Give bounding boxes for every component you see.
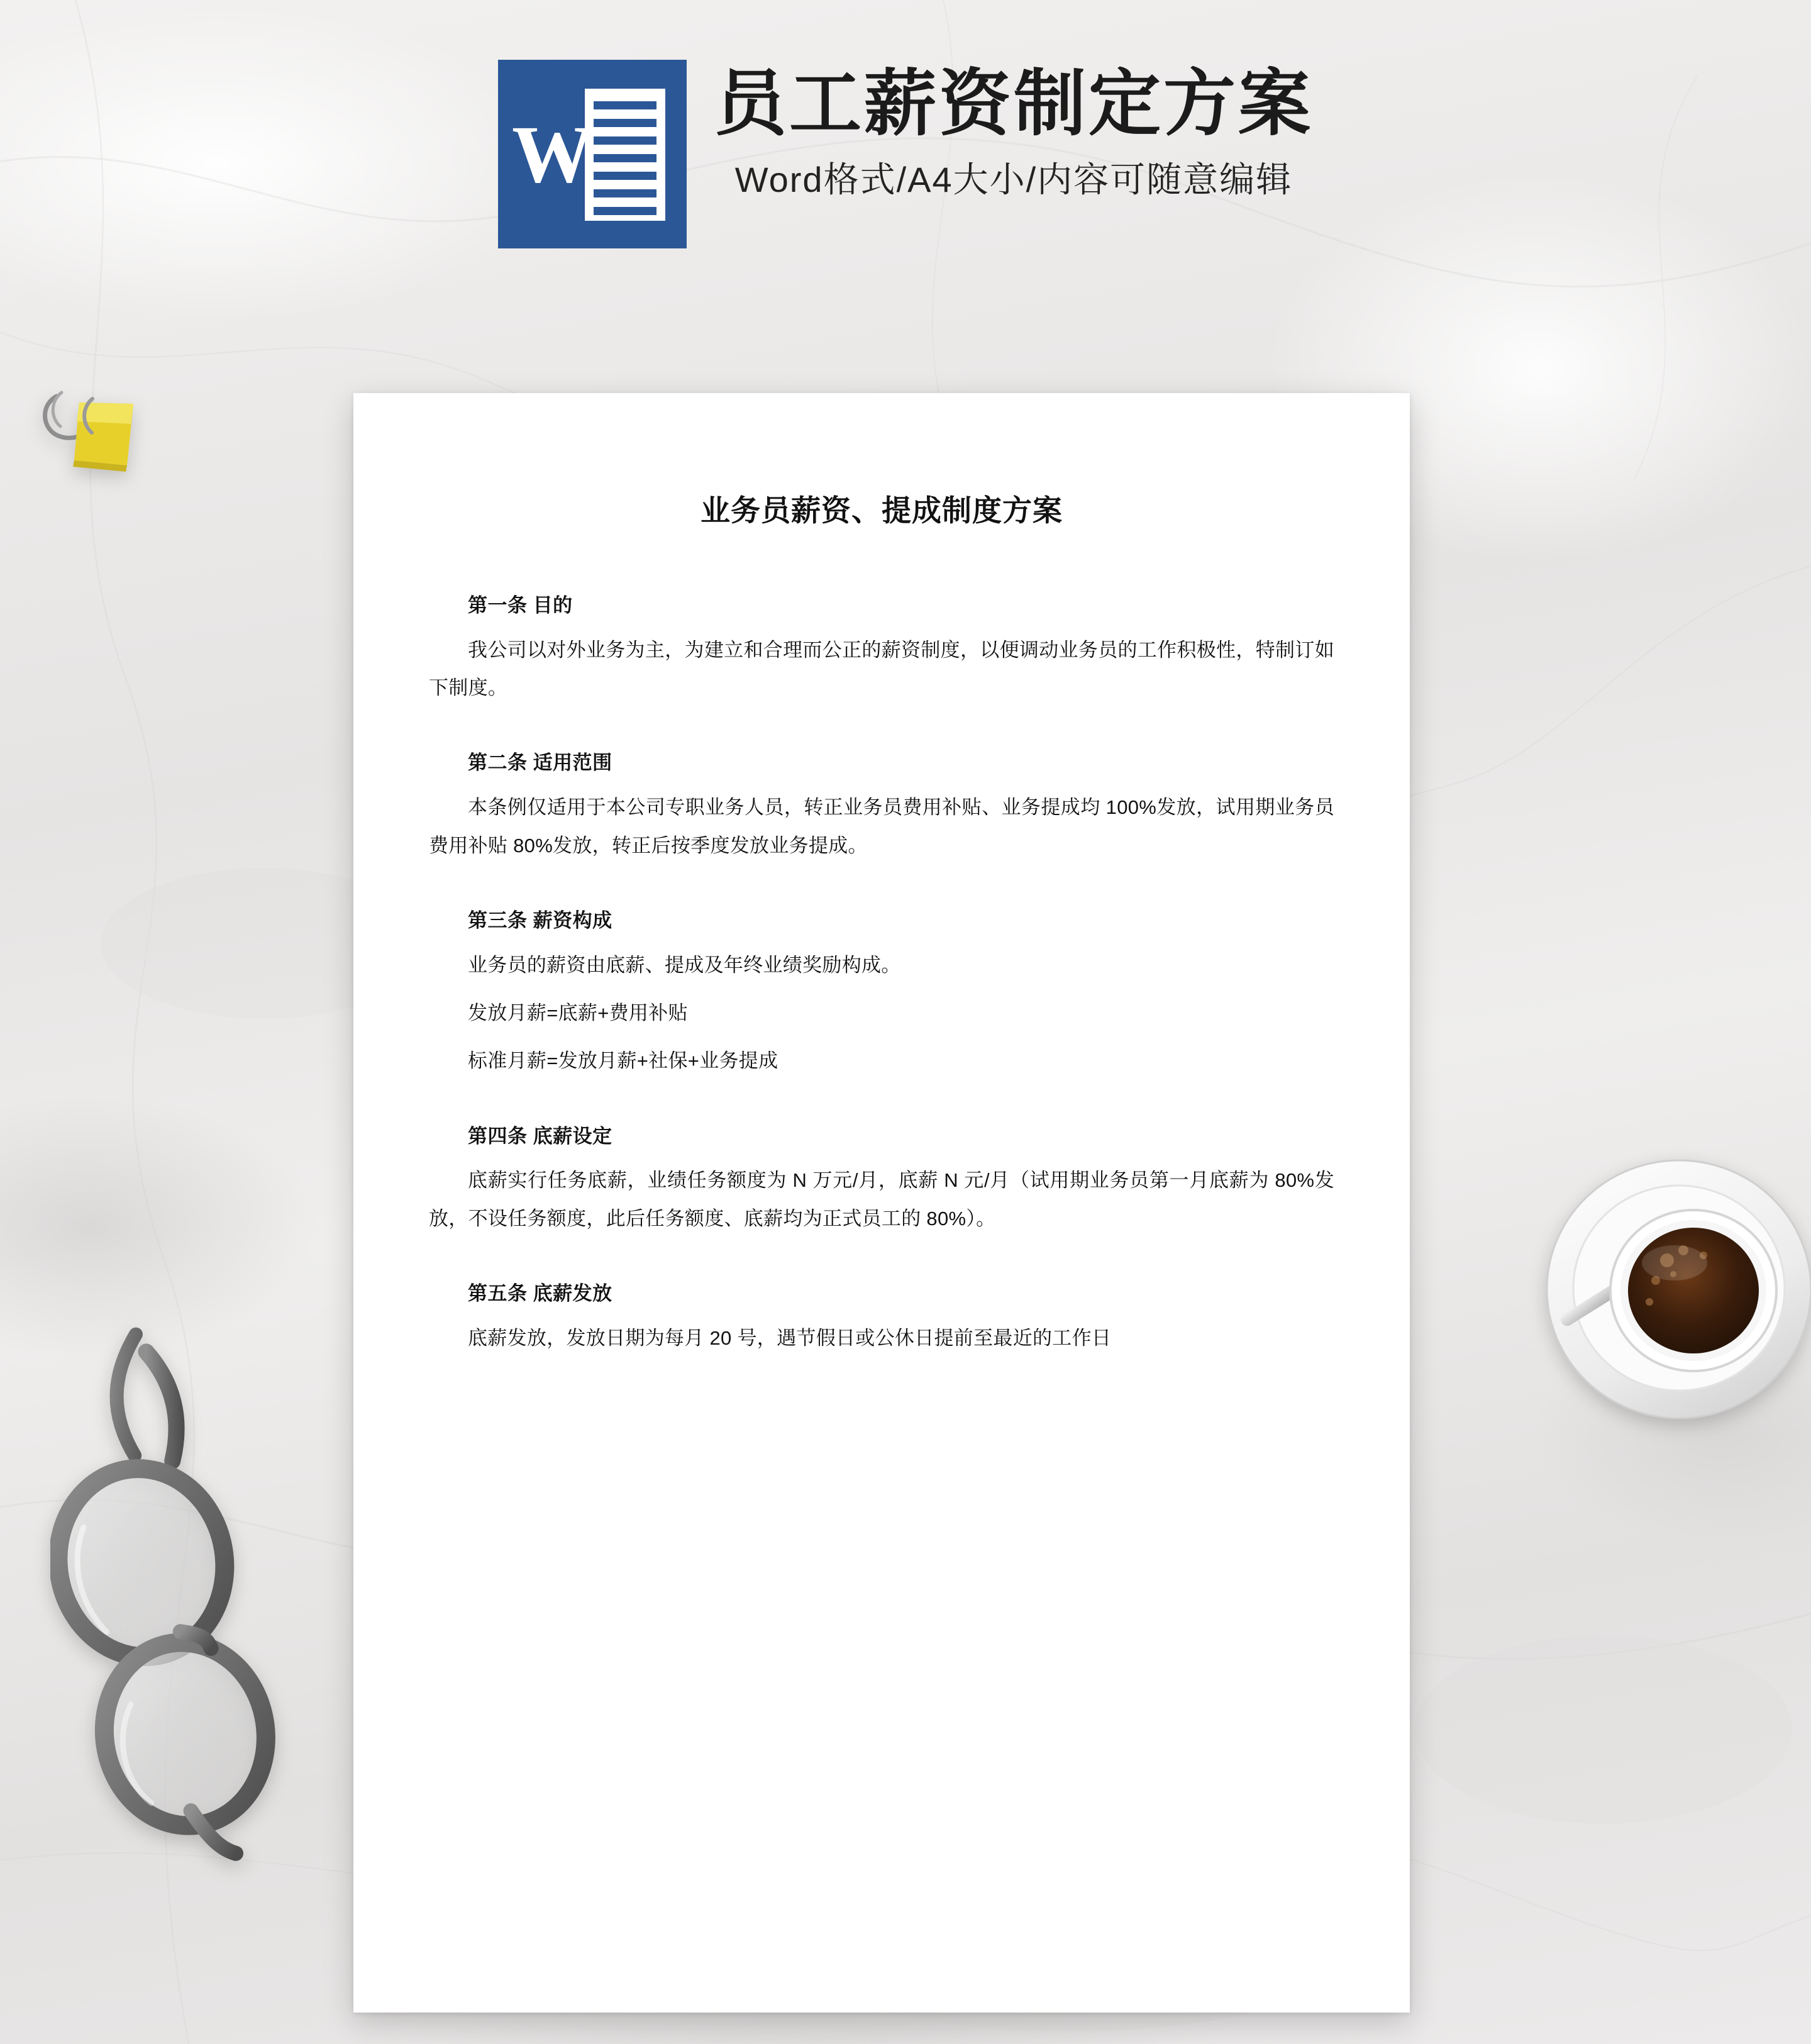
document-title: 业务员薪资、提成制度方案 — [701, 494, 1063, 527]
clause-4 — [429, 1121, 1334, 1238]
clause-body — [429, 1162, 1334, 1238]
clause-paragraph: 底薪实行任务底薪，业绩任务额度为 N 万元/月，底薪 N 元/月（试用期业务员第一月底薪为 80%发放，不设任务额度，此后任务额度、底薪均为正式员工的 80%）。 — [429, 1169, 1334, 1230]
binder-clip-icon — [33, 385, 165, 479]
clause-paragraph: 底薪发放，发放日期为每月 20 号，遇节假日或公休日提前至最近的工作日 — [468, 1326, 1112, 1349]
clause-1 — [429, 590, 1334, 707]
header — [0, 60, 1811, 248]
clause-body — [429, 1319, 1334, 1357]
clause-heading: 第五条 底薪发放 — [468, 1282, 612, 1305]
clause-heading: 第二条 适用范围 — [468, 752, 612, 774]
word-logo-icon — [498, 60, 687, 248]
clause-paragraph: 本条例仅适用于本公司专职业务人员，转正业务员费用补贴、业务提成均 100%发放，试用期业务员费用补贴 80%发放，转正后按季度发放业务提成。 — [429, 796, 1334, 857]
word-logo-letter: W — [511, 109, 594, 200]
clause-heading: 第四条 底薪设定 — [468, 1125, 612, 1147]
title-block — [714, 60, 1313, 201]
clause-3 — [429, 905, 1334, 1080]
clause-paragraph: 我公司以对外业务为主，为建立和合理而公正的薪资制度，以便调动业务员的工作积极性，特制订如下制度。 — [429, 638, 1334, 699]
clause-heading: 第一条 目的 — [468, 594, 573, 616]
clause-paragraph: 业务员的薪资由底薪、提成及年终业绩奖励构成。 — [468, 953, 901, 976]
clause-body — [429, 947, 1334, 1080]
coffee-cup-icon — [1544, 1126, 1811, 1428]
clause-paragraph: 标准月薪=发放月薪+社保+业务提成 — [468, 1050, 778, 1072]
page-title: 员工薪资制定方案 — [714, 64, 1313, 144]
eyeglasses-icon — [50, 1292, 314, 1884]
clause-body — [429, 789, 1334, 865]
clause-heading: 第三条 薪资构成 — [468, 909, 612, 931]
clause-5 — [429, 1278, 1334, 1357]
clause-paragraph: 发放月薪=底薪+费用补贴 — [468, 1001, 688, 1024]
document-page — [353, 393, 1410, 2013]
clause-body — [429, 631, 1334, 708]
clause-2 — [429, 747, 1334, 864]
word-logo-page — [585, 89, 665, 221]
page-subtitle: Word格式/A4大小/内容可随意编辑 — [734, 159, 1293, 199]
